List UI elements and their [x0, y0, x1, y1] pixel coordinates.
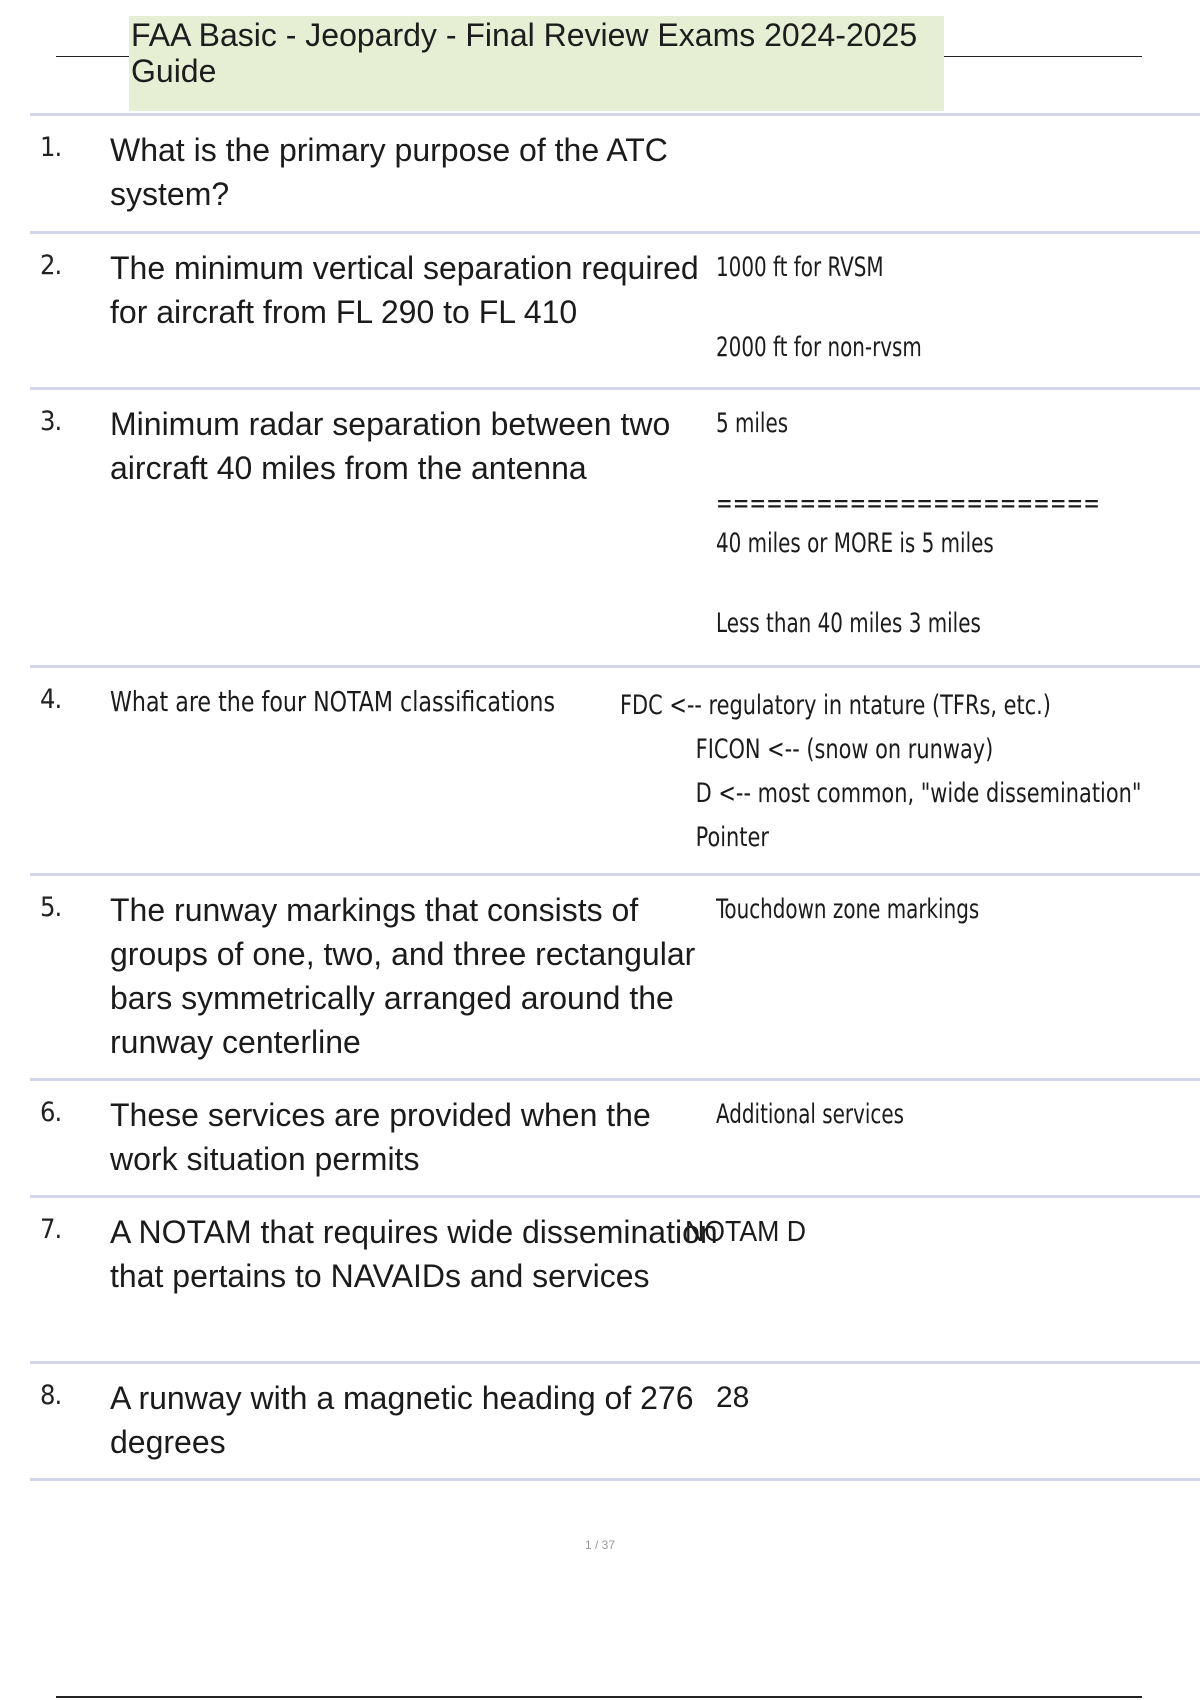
question-number: 3.: [40, 406, 62, 437]
question-number: 7.: [40, 1214, 62, 1245]
question-text: These services are provided when the work situation permits: [110, 1097, 651, 1177]
question-number: 6.: [40, 1097, 62, 1128]
question-number: 5.: [40, 892, 62, 923]
answer-line: FICON <-- (snow on runway): [695, 734, 994, 765]
answer-line: Less than 40 miles 3 miles: [716, 608, 981, 639]
question-text: What is the primary purpose of the ATC system?: [110, 132, 668, 212]
title-rule-right: [944, 56, 1142, 57]
question-row-4: [30, 665, 1200, 873]
question-text: A runway with a magnetic heading of 276 degrees: [110, 1380, 694, 1460]
question-row-7: [30, 1195, 1200, 1361]
answer-line: =======================: [716, 488, 1100, 519]
question-text: Minimum radar separation between two aircraft 40 miles from the antenna: [110, 406, 671, 486]
answer-line: 2000 ft for non-rvsm: [716, 332, 922, 363]
answer-line: 5 miles: [716, 408, 789, 439]
answer-text: [716, 404, 1110, 644]
title-rule-left: [56, 56, 129, 57]
question-number: 8.: [40, 1380, 62, 1411]
answer-text: [716, 890, 1110, 930]
question-row-3: [30, 387, 1200, 665]
question-number: 1.: [40, 132, 62, 163]
answer-line: NOTAM D: [685, 1216, 807, 1248]
answer-text: [716, 1095, 1110, 1135]
document-title: FAA Basic - Jeopardy - Final Review Exams 2024-2025 Guide: [129, 16, 944, 111]
answer-line: Touchdown zone markings: [716, 894, 980, 925]
answer-text: [685, 1212, 1127, 1252]
answer-line: Additional services: [716, 1099, 905, 1130]
answer-line: D <-- most common, "wide dissemination": [695, 778, 1142, 809]
question-number: 4.: [40, 684, 62, 715]
answer-line: 1000 ft for RVSM: [716, 252, 884, 283]
question-row-2: [30, 231, 1200, 387]
answer-text: [716, 248, 1110, 368]
answer-text: [620, 684, 1142, 860]
question-text: The runway markings that consists of groups of one, two, and three rectangular bars symmetrically arranged around the runway centerline: [110, 892, 696, 1060]
question-row-8: [30, 1361, 1200, 1481]
question-text: The minimum vertical separation required for aircraft from FL 290 to FL 410: [110, 250, 699, 330]
question-text: What are the four NOTAM classifications: [110, 685, 556, 718]
question-row-6: [30, 1078, 1200, 1195]
question-number: 2.: [40, 250, 62, 281]
question-row-5: [30, 873, 1200, 1078]
bottom-rule: [56, 1696, 1142, 1698]
answer-line: FDC <-- regulatory in ntature (TFRs, etc.): [620, 690, 1051, 721]
question-text: A NOTAM that requires wide dissemination that pertains to NAVAIDs and services: [110, 1214, 718, 1294]
answer-text: [716, 1378, 1196, 1418]
answer-line: 40 miles or MORE is 5 miles: [716, 528, 994, 559]
question-table: [30, 113, 1200, 1481]
answer-line: 28: [716, 1381, 750, 1414]
answer-line: Pointer: [695, 822, 769, 853]
page-indicator: 1 / 37: [584, 1538, 616, 1552]
question-row-1: [30, 113, 1200, 231]
